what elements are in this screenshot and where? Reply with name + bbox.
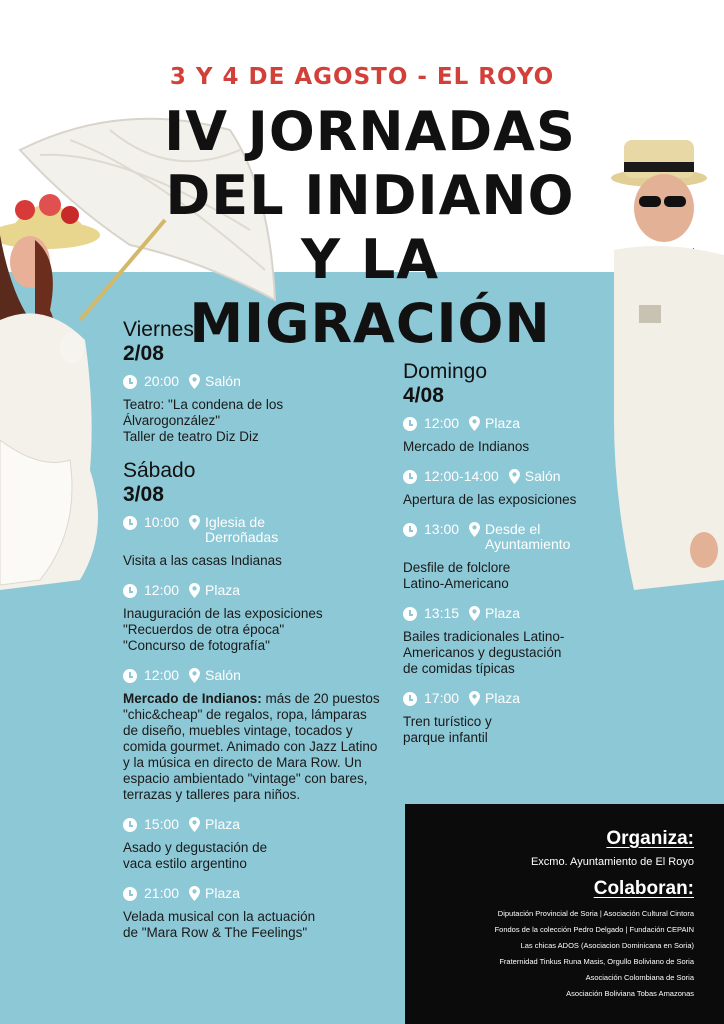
event-time: 12:00: [144, 667, 180, 683]
man-in-white-suit-photo: [604, 120, 724, 620]
event-place: Plaza: [485, 415, 521, 431]
event-place: Desde el Ayuntamiento: [485, 521, 571, 552]
colaborador-item: Asociación Boliviana Tobas Amazonas: [566, 989, 694, 998]
event-item: [403, 691, 603, 746]
event-item: [123, 668, 383, 803]
clock-icon: [403, 470, 417, 484]
day-name: Viernes: [123, 318, 194, 341]
location-pin-icon: [189, 817, 200, 832]
event-dates-subtitle: 3 Y 4 DE AGOSTO - EL ROYO: [169, 64, 555, 90]
event-description: Bailes tradicionales Latino- Americanos y degustación de comidas típicas: [403, 629, 565, 676]
clock-icon: [123, 887, 137, 901]
colaborador-item: Las chicas ADOS (Asociacion Dominicana en Soria): [520, 941, 694, 950]
event-item: [403, 606, 603, 677]
sponsors-box: [405, 804, 724, 1024]
event-description: Velada musical con la actuación de "Mara Row & The Feelings": [123, 909, 316, 940]
event-description: Asado y degustación de vaca estilo argentino: [123, 840, 268, 871]
event-description: Mercado de Indianos: [403, 439, 530, 454]
event-meta: [123, 374, 383, 389]
day-date: 4/08: [403, 384, 444, 407]
location-pin-icon: [189, 583, 200, 598]
colaborador-item: Fraternidad Tinkus Runa Masis, Orgullo Boliviano de Soria: [499, 957, 694, 966]
event-time: 20:00: [144, 373, 180, 389]
clock-icon: [123, 584, 137, 598]
event-meta: [123, 886, 383, 901]
organiza-text: Excmo. Ayuntamiento de El Royo: [530, 856, 694, 868]
event-time: 13:15: [424, 605, 460, 621]
event-item: [403, 469, 603, 508]
location-pin-icon: [509, 469, 520, 484]
event-description: [123, 691, 383, 803]
clock-icon: [403, 523, 417, 537]
event-item: [123, 583, 383, 654]
event-time: 10:00: [144, 514, 180, 530]
location-pin-icon: [469, 691, 480, 706]
colaborador-item: Diputación Provincial de Soria | Asociación Cultural Cintora: [497, 909, 694, 918]
event-description: Desfile de folclore Latino-Americano: [403, 560, 511, 591]
event-meta: [123, 668, 383, 683]
event-place: Iglesia de Derroñadas: [205, 514, 279, 545]
location-pin-icon: [189, 668, 200, 683]
event-time: 17:00: [424, 690, 460, 706]
clock-icon: [123, 818, 137, 832]
colaborador-item: Fondos de la colección Pedro Delgado | Fundación CEPAIN: [494, 925, 694, 934]
event-item: [123, 374, 383, 445]
clock-icon: [123, 516, 137, 530]
event-description: Teatro: "La condena de los Álvarogonzález" Taller de teatro Diz Diz: [123, 397, 284, 444]
event-time: 13:00: [424, 521, 460, 537]
event-place: Plaza: [485, 690, 521, 706]
colaborador-item: Asociación Colombiana de Soria: [585, 973, 694, 982]
colaboradores-list: [394, 906, 694, 1002]
title-line: IV JORNADAS: [164, 100, 576, 163]
event-meta: [403, 469, 603, 484]
location-pin-icon: [469, 522, 480, 537]
day-block-sabado: [123, 459, 383, 941]
event-meta: [123, 515, 383, 545]
day-name: Domingo: [403, 360, 488, 383]
day-date: 3/08: [123, 483, 164, 506]
event-meta: [403, 606, 603, 621]
day-date: 2/08: [123, 342, 164, 365]
event-item: [403, 522, 603, 592]
event-time: 12:00: [424, 415, 460, 431]
event-time: 21:00: [144, 885, 180, 901]
clock-icon: [403, 692, 417, 706]
organiza-heading: Organiza:: [606, 828, 694, 849]
event-meta: [403, 416, 603, 431]
event-meta: [403, 691, 603, 706]
event-meta: [403, 522, 603, 552]
event-description: Inauguración de las exposiciones "Recuerdos de otra época" "Concurso de fotografía": [123, 606, 323, 653]
event-description-text: más de 20 puestos "chic&cheap" de regalos, ropa, lámparas de diseño, muebles vintage, tocados y comida gourmet. Animado con Jazz Latino y la música en directo de Mara Row. Un espacio ambientado "vintage" con bares, terrazas y talleres para niños.: [123, 691, 380, 802]
day-block-domingo: [403, 360, 603, 746]
event-meta: [123, 583, 383, 598]
event-item: [123, 817, 383, 872]
day-name: Sábado: [123, 459, 196, 482]
event-time: 12:00: [144, 582, 180, 598]
clock-icon: [403, 607, 417, 621]
event-description-bold: Mercado de Indianos:: [123, 691, 262, 706]
schedule-left-column: [123, 318, 383, 955]
event-description: Visita a las casas Indianas: [123, 553, 282, 568]
event-place: Salón: [205, 373, 241, 389]
event-place: Plaza: [205, 816, 241, 832]
colaboran-heading: Colaboran:: [593, 878, 694, 899]
location-pin-icon: [469, 606, 480, 621]
title-line: DEL INDIANO: [165, 164, 575, 227]
event-item: [123, 886, 383, 941]
event-item: [403, 416, 603, 455]
schedule-right-column: [403, 360, 603, 760]
event-time: 15:00: [144, 816, 180, 832]
location-pin-icon: [469, 416, 480, 431]
clock-icon: [123, 375, 137, 389]
event-place: Plaza: [205, 582, 241, 598]
event-item: [123, 515, 383, 569]
event-place: Salón: [524, 468, 561, 484]
event-time: 12:00-14:00: [424, 468, 499, 484]
title-line: Y LA MIGRACIÓN: [189, 228, 551, 355]
day-block-viernes: [123, 318, 383, 445]
event-description: Tren turístico y parque infantil: [403, 714, 492, 745]
event-place: Plaza: [485, 605, 521, 621]
event-place: Salón: [205, 667, 241, 683]
clock-icon: [403, 417, 417, 431]
location-pin-icon: [189, 374, 200, 389]
event-description: Apertura de las exposiciones: [403, 492, 577, 507]
event-place: Plaza: [205, 885, 241, 901]
location-pin-icon: [189, 515, 200, 530]
event-meta: [123, 817, 383, 832]
location-pin-icon: [189, 886, 200, 901]
clock-icon: [123, 669, 137, 683]
